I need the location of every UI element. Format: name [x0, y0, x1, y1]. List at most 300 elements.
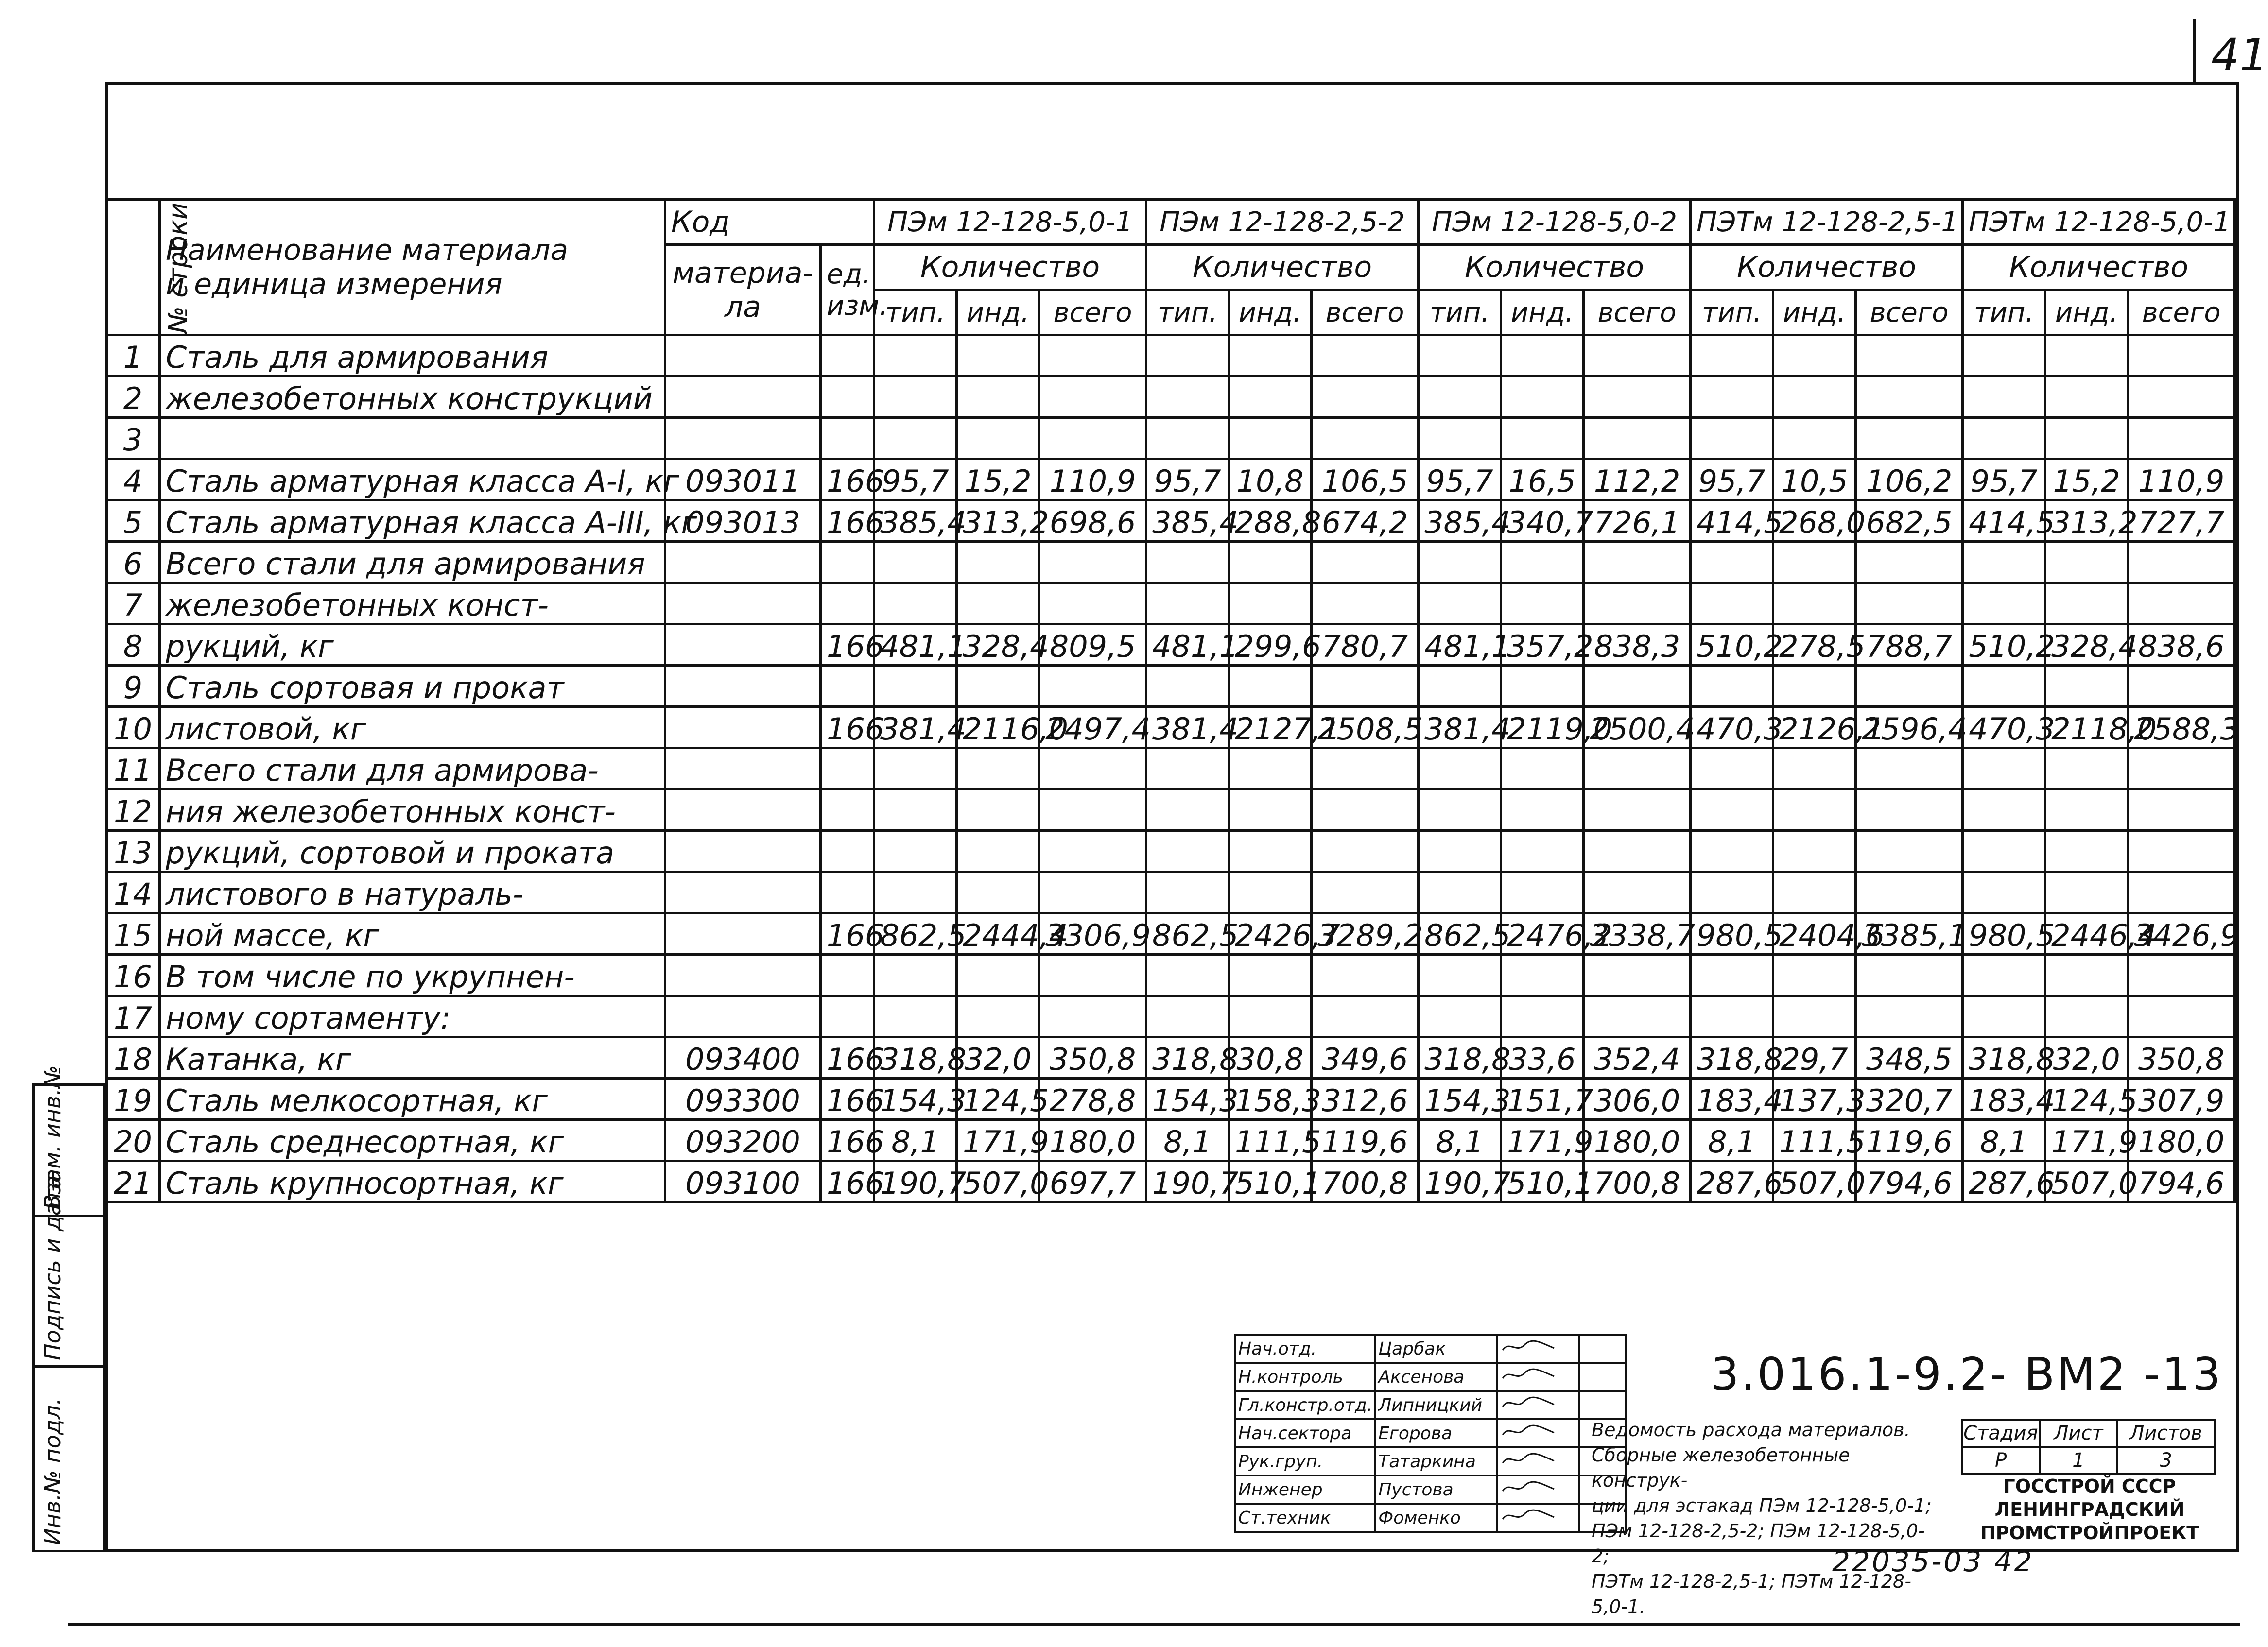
material-code: 093200: [665, 1120, 821, 1161]
quantity-cell: [1963, 748, 2045, 789]
row-number: 21: [106, 1161, 160, 1202]
row-number: 11: [106, 748, 160, 789]
quantity-cell: 318,8: [1691, 1037, 1773, 1079]
quantity-cell: 287,6: [1691, 1161, 1773, 1202]
signature-row: [1235, 1391, 1626, 1419]
header-name: Наименование материала и единица измерения: [160, 200, 665, 335]
quantity-cell: [1312, 748, 1419, 789]
unit-code: 166: [821, 459, 874, 500]
unit-code: [821, 418, 874, 459]
header-typ: тип.: [1419, 290, 1501, 335]
unit-code: [821, 831, 874, 872]
quantity-cell: [874, 377, 957, 418]
row-number: 19: [106, 1079, 160, 1120]
signature-name: Фоменко: [1375, 1504, 1497, 1532]
sheet-value: 1: [2040, 1447, 2117, 1474]
quantity-cell: [1501, 666, 1584, 707]
signature-row: [1235, 1335, 1626, 1363]
quantity-cell: 2119,0: [1501, 707, 1584, 748]
quantity-cell: [1229, 831, 1312, 872]
quantity-cell: 15,2: [2045, 459, 2128, 500]
quantity-cell: [1419, 831, 1501, 872]
quantity-cell: 2118,0: [2045, 707, 2128, 748]
quantity-cell: [1584, 583, 1691, 624]
quantity-cell: [1856, 666, 1963, 707]
signature-name: Егорова: [1375, 1419, 1497, 1447]
quantity-cell: 288,8: [1229, 500, 1312, 542]
quantity-cell: 318,8: [1419, 1037, 1501, 1079]
quantity-cell: 788,7: [1856, 624, 1963, 666]
quantity-cell: 381,4: [1146, 707, 1229, 748]
quantity-cell: 16,5: [1501, 459, 1584, 500]
quantity-cell: [1419, 996, 1501, 1037]
material-name: ной массе, кг: [160, 913, 665, 955]
quantity-cell: 510,2: [1963, 624, 2045, 666]
header-quantity-3: Количество: [1419, 245, 1691, 290]
signature-role: Рук.груп.: [1235, 1447, 1375, 1475]
header-typ: тип.: [1146, 290, 1229, 335]
quantity-cell: [1691, 955, 1773, 996]
quantity-cell: [1773, 955, 1856, 996]
quantity-cell: 312,6: [1312, 1079, 1419, 1120]
table-row: [106, 377, 2235, 418]
quantity-cell: [1312, 335, 1419, 377]
quantity-cell: [2128, 789, 2235, 831]
material-name: Сталь крупносортная, кг: [160, 1161, 665, 1202]
quantity-cell: 510,2: [1691, 624, 1773, 666]
signature-role: Гл.констр.отд.: [1235, 1391, 1375, 1419]
quantity-cell: 190,7: [874, 1161, 957, 1202]
material-name: [160, 418, 665, 459]
table-row: [106, 1037, 2235, 1079]
header-ind: инд.: [1501, 290, 1584, 335]
quantity-cell: [1963, 789, 2045, 831]
quantity-cell: 385,4: [874, 500, 957, 542]
row-number: 14: [106, 872, 160, 913]
quantity-cell: [1856, 542, 1963, 583]
quantity-cell: 794,6: [1856, 1161, 1963, 1202]
quantity-cell: [1419, 335, 1501, 377]
quantity-cell: [1146, 583, 1229, 624]
quantity-cell: 481,1: [874, 624, 957, 666]
row-number: 15: [106, 913, 160, 955]
quantity-cell: [1146, 831, 1229, 872]
quantity-cell: [1691, 748, 1773, 789]
material-name: ному сортаменту:: [160, 996, 665, 1037]
material-name: листового в натураль-: [160, 872, 665, 913]
quantity-cell: [957, 666, 1039, 707]
header-quantity-5: Количество: [1963, 245, 2235, 290]
quantity-cell: [1419, 418, 1501, 459]
quantity-cell: 328,4: [2045, 624, 2128, 666]
table-row: [106, 996, 2235, 1037]
row-number: 5: [106, 500, 160, 542]
quantity-cell: [1584, 831, 1691, 872]
quantity-cell: [2045, 955, 2128, 996]
quantity-cell: [1963, 666, 2045, 707]
quantity-cell: 110,9: [2128, 459, 2235, 500]
header-total: всего: [2128, 290, 2235, 335]
quantity-cell: 313,2: [957, 500, 1039, 542]
unit-code: 166: [821, 707, 874, 748]
quantity-cell: [1584, 377, 1691, 418]
page-number-divider: [2193, 19, 2196, 85]
quantity-cell: [1773, 666, 1856, 707]
material-code: 093100: [665, 1161, 821, 1202]
quantity-cell: 124,5: [957, 1079, 1039, 1120]
row-number: 7: [106, 583, 160, 624]
quantity-cell: 154,3: [874, 1079, 957, 1120]
header-quantity-4: Количество: [1691, 245, 1963, 290]
quantity-cell: 106,5: [1312, 459, 1419, 500]
material-name: железобетонных конст-: [160, 583, 665, 624]
quantity-cell: [1146, 666, 1229, 707]
quantity-cell: [2045, 377, 2128, 418]
table-row: [106, 955, 2235, 996]
quantity-cell: 8,1: [1146, 1120, 1229, 1161]
quantity-cell: 318,8: [1146, 1037, 1229, 1079]
quantity-cell: [1146, 872, 1229, 913]
quantity-cell: [2128, 748, 2235, 789]
quantity-cell: 278,8: [1039, 1079, 1146, 1120]
quantity-cell: 3306,9: [1039, 913, 1146, 955]
handwritten-signature: [1497, 1335, 1579, 1363]
quantity-cell: [1856, 583, 1963, 624]
quantity-cell: [2045, 872, 2128, 913]
quantity-cell: [874, 542, 957, 583]
quantity-cell: 2404,6: [1773, 913, 1856, 955]
archive-code: 22035-03 42: [1832, 1545, 2034, 1578]
table-row: [106, 335, 2235, 377]
material-code: [665, 377, 821, 418]
quantity-cell: 470,3: [1963, 707, 2045, 748]
header-typ: тип.: [1691, 290, 1773, 335]
quantity-cell: 481,1: [1419, 624, 1501, 666]
table-row: [106, 542, 2235, 583]
material-code: [665, 748, 821, 789]
quantity-cell: 348,5: [1856, 1037, 1963, 1079]
side-label-inv: Инв.№ подл.: [39, 1398, 66, 1545]
quantity-cell: [2045, 666, 2128, 707]
header-group-1: ПЭм 12-128-5,0-1: [874, 200, 1146, 245]
quantity-cell: 95,7: [1419, 459, 1501, 500]
quantity-cell: 8,1: [1963, 1120, 2045, 1161]
quantity-cell: [957, 377, 1039, 418]
table-row: [106, 583, 2235, 624]
quantity-cell: [2045, 542, 2128, 583]
quantity-cell: [1691, 872, 1773, 913]
header-unit: ед. изм.: [821, 245, 874, 335]
page-number: 41: [2211, 29, 2268, 81]
header-total: всего: [1584, 290, 1691, 335]
signature-table: [1234, 1334, 1627, 1533]
quantity-cell: [1312, 583, 1419, 624]
quantity-cell: [1501, 335, 1584, 377]
quantity-cell: 980,5: [1963, 913, 2045, 955]
quantity-cell: [957, 831, 1039, 872]
quantity-cell: [2045, 748, 2128, 789]
document-designation: 3.016.1-9.2- ВМ2 -13: [1711, 1348, 2223, 1400]
quantity-cell: 780,7: [1312, 624, 1419, 666]
unit-code: [821, 542, 874, 583]
quantity-cell: [2045, 831, 2128, 872]
quantity-cell: [1229, 955, 1312, 996]
quantity-cell: 268,0: [1773, 500, 1856, 542]
header-rowno: № строки: [106, 200, 160, 335]
material-name: Всего стали для армирова-: [160, 748, 665, 789]
quantity-cell: [1963, 831, 2045, 872]
signature-role: Инженер: [1235, 1475, 1375, 1504]
header-ind: инд.: [1773, 290, 1856, 335]
unit-code: 166: [821, 624, 874, 666]
quantity-cell: 183,4: [1691, 1079, 1773, 1120]
quantity-cell: [1501, 996, 1584, 1037]
quantity-cell: [1773, 583, 1856, 624]
quantity-cell: [1039, 872, 1146, 913]
row-number: 10: [106, 707, 160, 748]
unit-code: [821, 335, 874, 377]
quantity-cell: 2500,4: [1584, 707, 1691, 748]
quantity-cell: [2128, 872, 2235, 913]
quantity-cell: [1146, 418, 1229, 459]
quantity-cell: [1773, 748, 1856, 789]
quantity-cell: 95,7: [1146, 459, 1229, 500]
quantity-cell: [1146, 955, 1229, 996]
material-code: [665, 542, 821, 583]
quantity-cell: [1963, 418, 2045, 459]
quantity-cell: [1584, 872, 1691, 913]
stage-table: [1961, 1419, 2216, 1475]
quantity-cell: [1501, 955, 1584, 996]
quantity-cell: [1146, 748, 1229, 789]
header-quantity-1: Количество: [874, 245, 1146, 290]
quantity-cell: 700,8: [1584, 1161, 1691, 1202]
material-code: [665, 624, 821, 666]
quantity-cell: [1856, 377, 1963, 418]
quantity-cell: 700,8: [1312, 1161, 1419, 1202]
quantity-cell: [1584, 748, 1691, 789]
handwritten-signature: [1497, 1447, 1579, 1475]
header-ind: инд.: [1229, 290, 1312, 335]
material-code: [665, 996, 821, 1037]
quantity-cell: 2444,4: [957, 913, 1039, 955]
quantity-cell: 112,2: [1584, 459, 1691, 500]
header-ind: инд.: [957, 290, 1039, 335]
quantity-cell: [957, 872, 1039, 913]
document-description: Ведомость расхода материалов. Сборные железобетонные конструк- ции для эстакад ПЭм 12-128-5,0-1; ПЭм 12-128-2,5-2; ПЭм 12-128-5,0-2; ПЭТм 12-128-2,5-1; ПЭТм 12-128-5,0-1.: [1592, 1419, 1932, 1617]
material-name: Сталь для армирования: [160, 335, 665, 377]
header-typ: тип.: [1963, 290, 2045, 335]
row-number: 9: [106, 666, 160, 707]
quantity-cell: [874, 748, 957, 789]
table-row: [106, 666, 2235, 707]
sheets-header: Листов: [2117, 1420, 2215, 1447]
table-row: [106, 500, 2235, 542]
quantity-cell: [1419, 955, 1501, 996]
quantity-cell: 381,4: [874, 707, 957, 748]
quantity-cell: [2045, 335, 2128, 377]
quantity-cell: 674,2: [1312, 500, 1419, 542]
signature-name: Татаркина: [1375, 1447, 1497, 1475]
unit-code: 166: [821, 500, 874, 542]
quantity-cell: 862,5: [1419, 913, 1501, 955]
material-name: ния железобетонных конст-: [160, 789, 665, 831]
side-label-signature: Подпись и дата: [39, 1175, 66, 1360]
side-stamp: [32, 1065, 105, 1552]
quantity-cell: [1229, 996, 1312, 1037]
signature-date: [1579, 1391, 1626, 1419]
quantity-cell: [1691, 335, 1773, 377]
quantity-cell: [1039, 996, 1146, 1037]
quantity-cell: 2497,4: [1039, 707, 1146, 748]
quantity-cell: [1039, 748, 1146, 789]
quantity-cell: 697,7: [1039, 1161, 1146, 1202]
quantity-cell: 119,6: [1312, 1120, 1419, 1161]
quantity-cell: 350,8: [2128, 1037, 2235, 1079]
quantity-cell: 124,5: [2045, 1079, 2128, 1120]
quantity-cell: [1584, 789, 1691, 831]
quantity-cell: [1419, 542, 1501, 583]
signature-name: Липницкий: [1375, 1391, 1497, 1419]
quantity-cell: [1773, 335, 1856, 377]
row-number: 3: [106, 418, 160, 459]
material-code: [665, 418, 821, 459]
table-row: [106, 748, 2235, 789]
material-name: железобетонных конструкций: [160, 377, 665, 418]
quantity-cell: [1039, 418, 1146, 459]
quantity-cell: 95,7: [874, 459, 957, 500]
quantity-cell: 2596,4: [1856, 707, 1963, 748]
quantity-cell: [1229, 872, 1312, 913]
quantity-cell: [1229, 418, 1312, 459]
quantity-cell: [1419, 583, 1501, 624]
quantity-cell: [1501, 789, 1584, 831]
quantity-cell: [1419, 789, 1501, 831]
quantity-cell: 154,3: [1419, 1079, 1501, 1120]
row-number: 8: [106, 624, 160, 666]
quantity-cell: [1039, 583, 1146, 624]
row-number: 18: [106, 1037, 160, 1079]
quantity-cell: [2128, 418, 2235, 459]
quantity-cell: [1773, 418, 1856, 459]
quantity-cell: 414,5: [1963, 500, 2045, 542]
quantity-cell: 32,0: [2045, 1037, 2128, 1079]
quantity-cell: 8,1: [1691, 1120, 1773, 1161]
unit-code: [821, 583, 874, 624]
quantity-cell: [1146, 996, 1229, 1037]
quantity-cell: [1501, 583, 1584, 624]
quantity-cell: 183,4: [1963, 1079, 2045, 1120]
quantity-cell: [1039, 542, 1146, 583]
quantity-cell: 10,8: [1229, 459, 1312, 500]
quantity-cell: 8,1: [874, 1120, 957, 1161]
quantity-cell: [874, 418, 957, 459]
signature-row: [1235, 1475, 1626, 1504]
material-name: листовой, кг: [160, 707, 665, 748]
material-name: Сталь среднесортная, кг: [160, 1120, 665, 1161]
signature-role: Нач.сектора: [1235, 1419, 1375, 1447]
quantity-cell: [1501, 831, 1584, 872]
quantity-cell: [1856, 996, 1963, 1037]
quantity-cell: [1229, 542, 1312, 583]
quantity-cell: 2126,1: [1773, 707, 1856, 748]
row-number: 17: [106, 996, 160, 1037]
sheet-header: Лист: [2040, 1420, 2117, 1447]
material-code: [665, 583, 821, 624]
quantity-cell: 470,3: [1691, 707, 1773, 748]
header-total: всего: [1856, 290, 1963, 335]
quantity-cell: [1312, 666, 1419, 707]
signature-name: Царбак: [1375, 1335, 1497, 1363]
material-name: Сталь сортовая и прокат: [160, 666, 665, 707]
quantity-cell: 95,7: [1691, 459, 1773, 500]
quantity-cell: [1584, 666, 1691, 707]
quantity-cell: 33,6: [1501, 1037, 1584, 1079]
quantity-cell: [1773, 789, 1856, 831]
quantity-cell: [1856, 955, 1963, 996]
quantity-cell: 698,6: [1039, 500, 1146, 542]
quantity-cell: 385,4: [1419, 500, 1501, 542]
quantity-cell: 2127,1: [1229, 707, 1312, 748]
quantity-cell: [1584, 418, 1691, 459]
unit-code: [821, 996, 874, 1037]
quantity-cell: [874, 583, 957, 624]
table-row: [106, 913, 2235, 955]
signature-role: Ст.техник: [1235, 1504, 1375, 1532]
quantity-cell: [1773, 542, 1856, 583]
quantity-cell: 313,2: [2045, 500, 2128, 542]
quantity-cell: [1229, 666, 1312, 707]
quantity-cell: 306,0: [1584, 1079, 1691, 1120]
quantity-cell: 30,8: [1229, 1037, 1312, 1079]
handwritten-signature: [1497, 1475, 1579, 1504]
quantity-cell: [957, 955, 1039, 996]
quantity-cell: [1039, 666, 1146, 707]
quantity-cell: [1229, 377, 1312, 418]
quantity-cell: 106,2: [1856, 459, 1963, 500]
quantity-cell: 190,7: [1146, 1161, 1229, 1202]
header-typ: тип.: [874, 290, 957, 335]
quantity-cell: 510,1: [1501, 1161, 1584, 1202]
handwritten-signature: [1497, 1419, 1579, 1447]
side-label-replace: Взам. инв.№: [39, 1065, 66, 1210]
quantity-cell: [1773, 872, 1856, 913]
table-row: [106, 872, 2235, 913]
quantity-cell: [1691, 542, 1773, 583]
quantity-cell: [957, 418, 1039, 459]
quantity-cell: [957, 583, 1039, 624]
quantity-cell: 510,1: [1229, 1161, 1312, 1202]
material-code: [665, 666, 821, 707]
quantity-cell: [1501, 872, 1584, 913]
row-number: 6: [106, 542, 160, 583]
quantity-cell: 414,5: [1691, 500, 1773, 542]
row-number: 20: [106, 1120, 160, 1161]
side-cell-inv: [35, 1368, 103, 1552]
table-row: [106, 789, 2235, 831]
quantity-cell: [1229, 583, 1312, 624]
material-code: [665, 707, 821, 748]
material-code: [665, 831, 821, 872]
quantity-cell: 111,5: [1773, 1120, 1856, 1161]
quantity-cell: [1312, 955, 1419, 996]
quantity-cell: 180,0: [1584, 1120, 1691, 1161]
quantity-cell: [1501, 748, 1584, 789]
quantity-cell: 357,2: [1501, 624, 1584, 666]
quantity-cell: [1856, 872, 1963, 913]
table-row: [106, 1079, 2235, 1120]
unit-code: 166: [821, 1079, 874, 1120]
